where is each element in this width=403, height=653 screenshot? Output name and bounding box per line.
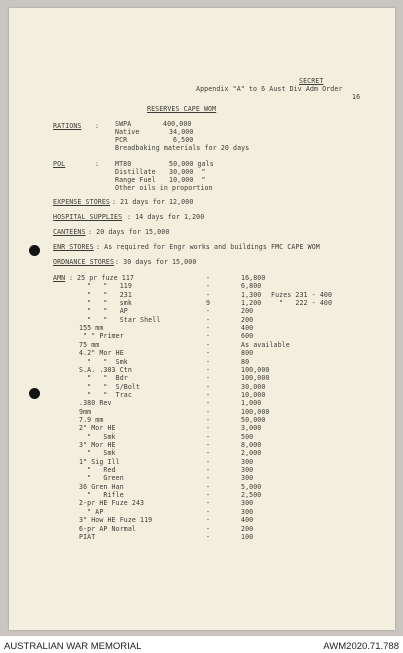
ammo-item: PIAT [79, 533, 96, 541]
ammo-mark: 9 [206, 299, 211, 307]
ammo-qty: 100 [241, 533, 254, 541]
ammo-qty: 1,300 [241, 291, 262, 299]
ammo-dash: - [206, 341, 211, 349]
ammo-qty: 10,000 [241, 391, 266, 399]
ammo-dash: - [206, 491, 211, 499]
page-number: 16 [352, 93, 361, 101]
ammo-dash: - [206, 374, 211, 382]
ammo-dash: - [206, 499, 211, 507]
archive-reference: AWM2020.71.788 [323, 641, 399, 652]
ammo-qty: 50,000 [241, 416, 266, 424]
pol-qty: 10,000 " [169, 176, 206, 184]
stores-label: HOSPITAL SUPPLIES [53, 213, 123, 221]
ammo-dash: - [206, 291, 211, 299]
rations-qty: 6,500 [173, 136, 194, 144]
stores-text: : 20 days for 15,000 [88, 228, 170, 236]
pol-item: MT80 [115, 160, 132, 168]
ammo-qty: 300 [241, 474, 254, 482]
ammo-dash: - [206, 358, 211, 366]
ammo-item: " " smk [79, 299, 132, 307]
ammo-qty: 1,000 [241, 399, 262, 407]
pol-colon: : [95, 160, 100, 168]
ammo-item: " Smk [79, 449, 116, 457]
ammo-qty: 300 [241, 499, 254, 507]
pol-label: POL [53, 160, 66, 168]
ammo-dash: - [206, 466, 211, 474]
rations-label: RATIONS [53, 122, 82, 130]
ammo-item: .380 Rev [79, 399, 112, 407]
ammo-item: 3" How HE Fuze 119 [79, 516, 153, 524]
ammo-dash: - [206, 324, 211, 332]
ammo-qty: 8,000 [241, 441, 262, 449]
ammo-item: 2-pr HE Fuze 243 [79, 499, 145, 507]
ammo-dash: - [206, 533, 211, 541]
ammo-dash: - [206, 458, 211, 466]
ammo-qty: As available [241, 341, 290, 349]
ammo-dash: - [206, 383, 211, 391]
ammo-qty: 30,000 [241, 383, 266, 391]
ammo-dash: - [206, 399, 211, 407]
ammo-qty: 200 [241, 525, 254, 533]
ammo-item: " Red [79, 466, 116, 474]
stores-text: : 21 days for 12,000 [112, 198, 194, 206]
document-page [9, 8, 395, 630]
ammo-qty: 500 [241, 433, 254, 441]
ammo-item: 6-pr AP Normal [79, 525, 136, 533]
ammo-qty: 100,000 [241, 366, 270, 374]
ammo-item: 36 Gren Han [79, 483, 124, 491]
archive-credit: AUSTRALIAN WAR MEMORIAL [4, 641, 142, 652]
ammo-dash: - [206, 274, 211, 282]
ammo-item: " Rifle [79, 491, 124, 499]
ammo-qty: 400 [241, 324, 254, 332]
punch-hole-icon [29, 388, 40, 399]
stores-label: ORDNANCE STORES [53, 258, 115, 266]
ammo-dash: - [206, 424, 211, 432]
ammo-dash: - [206, 307, 211, 315]
rations-item: SWPA [115, 120, 132, 128]
ammo-item: 7.9 mm [79, 416, 104, 424]
ammo-item: " " S/Bolt [79, 383, 141, 391]
ammo-dash: - [206, 416, 211, 424]
ammo-item: 25 pr fuze 117 [77, 274, 134, 282]
rations-colon: : [95, 122, 100, 130]
ammo-item: 3" Mor HE [79, 441, 116, 449]
stores-label: ENR STORES [53, 243, 94, 251]
ammo-qty: 800 [241, 349, 254, 357]
classification-mark: SECRET [299, 77, 324, 85]
ammo-qty: 200 [241, 307, 254, 315]
ammo-item: " " 231 [79, 291, 132, 299]
ammo-qty: 100,000 [241, 374, 270, 382]
ammo-dash: - [206, 441, 211, 449]
ammo-item: " Green [79, 474, 124, 482]
ammo-qty: 1,200 [241, 299, 262, 307]
ammo-item: 1" Sig Ill [79, 458, 120, 466]
ammo-item: 155 mm [79, 324, 104, 332]
ammo-dash: - [206, 316, 211, 324]
ammo-note: Fuzes 231 - 400 [271, 291, 333, 299]
pol-qty: 50,000 gals [169, 160, 214, 168]
ammo-item: " AP [79, 508, 104, 516]
ammo-item: " " Bdr [79, 374, 128, 382]
ammo-item: " " 119 [79, 282, 132, 290]
pol-note: Other oils in proportion [115, 184, 213, 192]
stores-label: CANTEENS [53, 228, 86, 236]
ammo-item: 9mm [79, 408, 92, 416]
rations-item: PCR [115, 136, 128, 144]
punch-hole-icon [29, 245, 40, 256]
ammo-qty: 600 [241, 332, 254, 340]
ammo-dash: - [206, 483, 211, 491]
ammo-qty: 300 [241, 466, 254, 474]
ammo-dash: - [206, 449, 211, 457]
ammo-item: " " Smk [79, 358, 128, 366]
ammo-item: " " Star Shell [79, 316, 161, 324]
ammo-qty: 300 [241, 458, 254, 466]
ammo-qty: 300 [241, 508, 254, 516]
appendix-reference: Appendix "A" to 6 Aust Div Adm Order [196, 85, 343, 93]
ammo-item: " " Trac [79, 391, 132, 399]
ammo-dash: - [206, 433, 211, 441]
ammo-dash: - [206, 508, 211, 516]
pol-item: Range Fuel [115, 176, 156, 184]
ammo-item: " Smk [79, 433, 116, 441]
ammo-dash: - [206, 525, 211, 533]
ammo-qty: 80 [241, 358, 250, 366]
ammo-qty: 400 [241, 516, 254, 524]
ammo-dash: - [206, 408, 211, 416]
ammo-dash: - [206, 332, 211, 340]
ammo-item: " " Primer [79, 332, 124, 340]
ammo-note: " 222 - 400 [271, 299, 333, 307]
rations-note: Breadbaking materials for 20 days [115, 144, 250, 152]
ammo-qty: 200 [241, 316, 254, 324]
ammo-colon: : [69, 274, 74, 282]
rations-qty: 34,000 [169, 128, 194, 136]
ammo-item: 4.2" Mor HE [79, 349, 124, 357]
ammo-qty: 2,000 [241, 449, 262, 457]
ammo-qty: 6,800 [241, 282, 262, 290]
pol-item: Distillate [115, 168, 156, 176]
ammo-qty: 100,000 [241, 408, 270, 416]
ammo-item: 75 mm [79, 341, 100, 349]
ammo-qty: 16,800 [241, 274, 266, 282]
pol-qty: 30,000 " [169, 168, 206, 176]
ammo-dash: - [206, 349, 211, 357]
stores-text: : 14 days for 1,200 [127, 213, 205, 221]
document-title: RESERVES CAPE WOM [147, 105, 217, 113]
ammo-item: 2" Mor HE [79, 424, 116, 432]
stores-text: : 30 days for 15,000 [115, 258, 197, 266]
rations-qty: 400,000 [163, 120, 192, 128]
ammo-qty: 5,000 [241, 483, 262, 491]
ammo-item: S.A. .303 Ctn [79, 366, 132, 374]
stores-text: : As required for Engr works and buildings FMC CAPE WOM [96, 243, 320, 251]
ammo-label: AMN [53, 274, 66, 282]
ammo-item: " " AP [79, 307, 128, 315]
ammo-qty: 2,500 [241, 491, 262, 499]
ammo-dash: - [206, 474, 211, 482]
stores-label: EXPENSE STORES [53, 198, 110, 206]
ammo-dash: - [206, 391, 211, 399]
ammo-dash: - [206, 282, 211, 290]
ammo-dash: - [206, 366, 211, 374]
rations-item: Native [115, 128, 140, 136]
ammo-dash: - [206, 516, 211, 524]
ammo-qty: 3,000 [241, 424, 262, 432]
